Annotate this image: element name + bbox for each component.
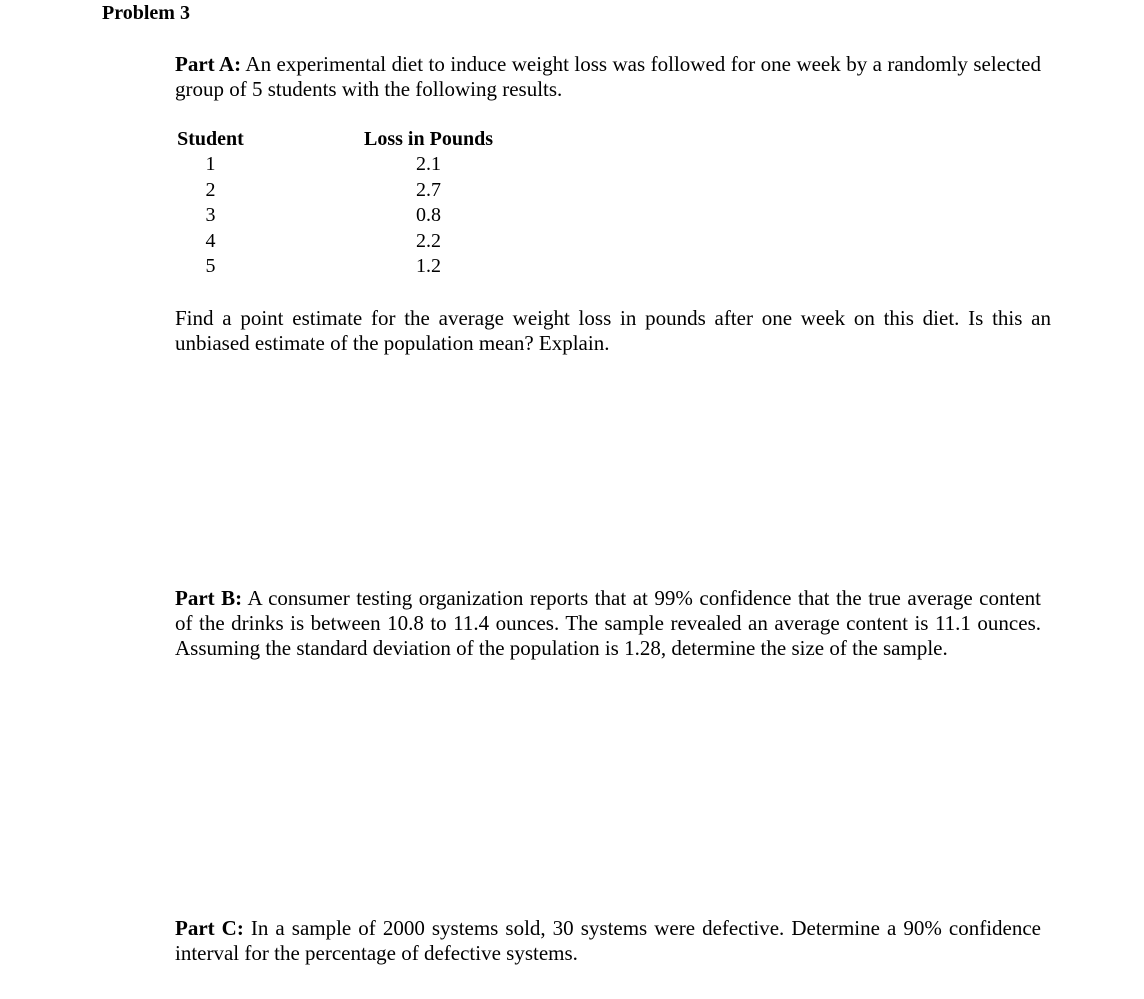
header-loss: Loss in Pounds bbox=[364, 128, 493, 150]
part-a-text: An experimental diet to induce weight loss was followed for one week by a randomly selected group of 5 students with the following results. bbox=[175, 52, 1041, 101]
part-b-text bbox=[175, 586, 1041, 661]
table-row bbox=[174, 229, 500, 255]
loss-cell: 2.2 bbox=[416, 229, 441, 252]
student-cell: 4 bbox=[205, 229, 216, 252]
table-row bbox=[174, 152, 500, 178]
table-row bbox=[174, 254, 500, 280]
student-cell: 5 bbox=[205, 255, 216, 278]
part-c-label: Part C: bbox=[175, 916, 244, 940]
part-a-intro bbox=[175, 52, 1041, 102]
problem-title: Problem 3 bbox=[102, 2, 190, 24]
student-cell: 1 bbox=[205, 153, 216, 175]
student-cell: 3 bbox=[205, 204, 216, 227]
part-a-question: Find a point estimate for the average weight loss in pounds after one week on this diet. Is this an unbiased estimate of the population mean? Explain. bbox=[175, 306, 1051, 355]
part-b-label: Part B: bbox=[175, 586, 243, 610]
part-b-body: A consumer testing organization reports that at 99% confidence that the true average content of the drinks is between 10.8 to 11.4 ounces. The sample revealed an average content is 11.1 ounces. Assuming the standard deviation of the population is 1.28, determine the size of the sample. bbox=[175, 586, 1041, 660]
loss-cell: 2.1 bbox=[416, 153, 441, 175]
table-row bbox=[174, 178, 500, 204]
header-student: Student bbox=[177, 128, 244, 150]
weight-loss-table bbox=[174, 127, 500, 280]
table-header-row bbox=[174, 127, 500, 152]
loss-cell: 0.8 bbox=[416, 204, 441, 227]
part-c-body: In a sample of 2000 systems sold, 30 systems were defective. Determine a 90% confidence interval for the percentage of defective systems. bbox=[175, 916, 1041, 965]
loss-cell: 2.7 bbox=[416, 178, 441, 201]
table-row bbox=[174, 203, 500, 229]
part-c-text bbox=[175, 916, 1041, 966]
student-cell: 2 bbox=[205, 178, 216, 201]
part-a-label: Part A: bbox=[175, 52, 242, 76]
loss-cell: 1.2 bbox=[416, 255, 441, 278]
